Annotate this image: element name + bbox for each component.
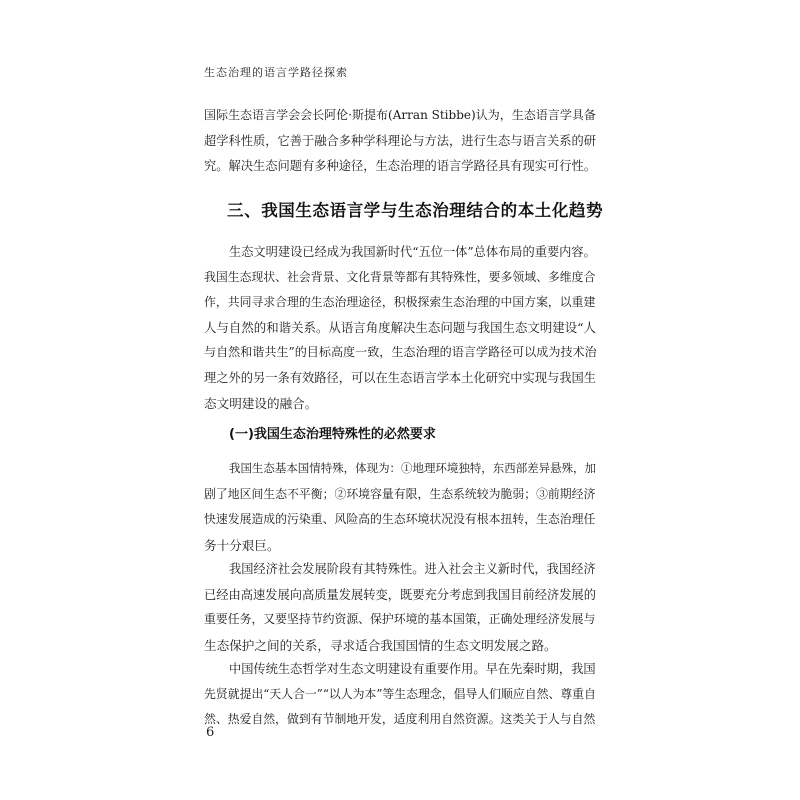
body-line: 我国经济社会发展阶段有其特殊性。进入社会主义新时代，我国经济 — [229, 562, 596, 576]
body-line: 先贤就提出“天人合一”“以人为本”等生态理念，倡导人们顺应自然、尊重自 — [204, 687, 596, 701]
body-line: 我国生态现状、社会背景、文化背景等都有其特殊性，要多领域、多维度合 — [204, 270, 596, 284]
intro-line: 超学科性质，它善于融合多种学科理论与方法，进行生态与语言关系的研 — [204, 134, 596, 148]
body-line: 人与自然的和谐关系。从语言角度解决生态问题与我国生态文明建设“人 — [204, 320, 596, 335]
body-line: 理之外的另一条有效路径，可以在生态语言学本土化研究中实现与我国生 — [204, 371, 596, 385]
body-line: 生态文明建设已经成为我国新时代“五位一体”总体布局的重要内容。 — [229, 245, 596, 259]
intro-line: 国际生态语言学会会长阿伦·斯提布(Arran Stibbe)认为，生态语言学具备 — [204, 108, 596, 122]
body-line: 生态保护之间的关系，寻求适合我国国情的生态文明发展之路。 — [204, 638, 557, 653]
intro-line: 究。解决生态问题有多种途径，生态治理的语言学路径具有现实可行性。 — [204, 159, 596, 173]
page-number: 6 — [206, 725, 215, 740]
body-line: 中国传统生态哲学对生态文明建设有重要作用。早在先秦时期，我国 — [229, 662, 596, 676]
body-line: 剧了地区间生态不平衡；②环境容量有限，生态系统较为脆弱；③前期经济 — [204, 487, 596, 501]
subsection-heading: (一)我国生态治理特殊性的必然要求 — [229, 427, 436, 442]
body-line: 我国生态基本国情特殊，体现为：①地理环境独特，东西部差异悬殊，加 — [229, 461, 596, 475]
body-line: 作，共同寻求合理的生态治理途径，积极探索生态治理的中国方案，以重建 — [204, 295, 596, 309]
body-line: 已经由高速发展向高质量发展转变，既要充分考虑到我国目前经济发展的 — [204, 588, 596, 602]
body-line: 态文明建设的融合。 — [204, 396, 318, 411]
body-line: 与自然和谐共生”的目标高度一致，生态治理的语言学路径可以成为技术治 — [204, 345, 597, 359]
section-heading: 三、我国生态语言学与生态治理结合的本土化趋势 — [227, 201, 604, 220]
body-line: 然、热爱自然，做到有节制地开发，适度利用自然资源。这类关于人与自然 — [204, 712, 596, 726]
body-line: 务十分艰巨。 — [204, 538, 280, 553]
body-line: 快速发展造成的污染重、风险高的生态环境状况没有根本扭转，生态治理任 — [204, 512, 596, 526]
body-line: 重要任务，又要坚持节约资源、保护环境的基本国策，正确处理经济发展与 — [204, 612, 596, 626]
running-header: 生态治理的语言学路径探索 — [204, 66, 348, 79]
